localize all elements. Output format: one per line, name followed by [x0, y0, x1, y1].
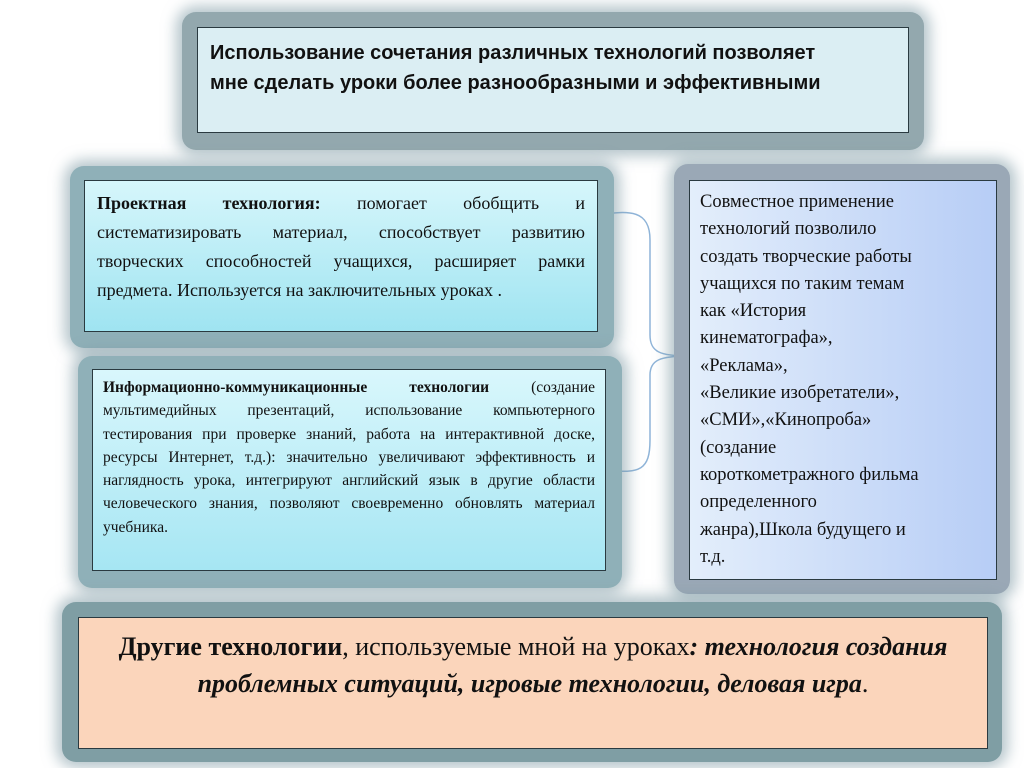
- ict-body: (создание мультимедийных презентаций, использование компьютерного тестирования при проверке знаний, работа на интерактивной доске, ресурсы Интернет, т.д.): значительно увеличивают эффективность и наглядность урока, интегрируют английский язык в другие области человеческого знания, позволяют своевременно обновлять материал учебника.: [103, 379, 595, 536]
- joint-line: (создание: [700, 437, 777, 458]
- title-line-1: Использование сочетания различных технологий позволяет: [210, 42, 816, 64]
- joint-line: как «История: [700, 301, 807, 322]
- other-text: , используемые мной на уроках: [342, 632, 690, 661]
- project-body: помогает обобщить и систематизировать материал, способствует развитию творческих способностей учащихся, расширяет рамки предмета. Используется на заключительных уроках .: [97, 193, 585, 300]
- joint-line: учащихся по таким темам: [700, 273, 905, 294]
- joint-line: определенного: [700, 492, 817, 513]
- joint-line: создать творческие работы: [700, 246, 912, 267]
- joint-line: Совместное применение: [700, 192, 894, 212]
- other-colon: :: [689, 632, 699, 661]
- joint-line: т.д.: [700, 546, 726, 567]
- project-technology-box: [84, 180, 598, 332]
- title-line-2: мне сделать уроки более разнообразными и эффективными: [210, 72, 821, 94]
- joint-line: «Великие изобретатели»,: [700, 383, 900, 404]
- ict-technology-box: [92, 369, 606, 571]
- other-italic-list: технология создания проблемных ситуаций, игровые технологии, деловая игра: [197, 632, 948, 698]
- joint-line: кинематографа»,: [700, 328, 833, 349]
- joint-line: «СМИ»,«Кинопроба»: [700, 410, 872, 431]
- other-technologies-box: [78, 617, 988, 749]
- joint-line: «Реклама»,: [700, 355, 788, 376]
- project-heading: Проектная технология:: [97, 193, 321, 213]
- joint-line: жанра),Школа будущего и: [700, 519, 906, 540]
- joint-application-box: [689, 180, 997, 580]
- other-heading: Другие технологии: [118, 632, 343, 661]
- other-period: .: [861, 669, 869, 698]
- joint-line: короткометражного фильма: [700, 464, 919, 485]
- joint-line: технологий позволило: [700, 219, 877, 240]
- ict-heading: Информационно-коммуникационные технологии: [103, 379, 490, 396]
